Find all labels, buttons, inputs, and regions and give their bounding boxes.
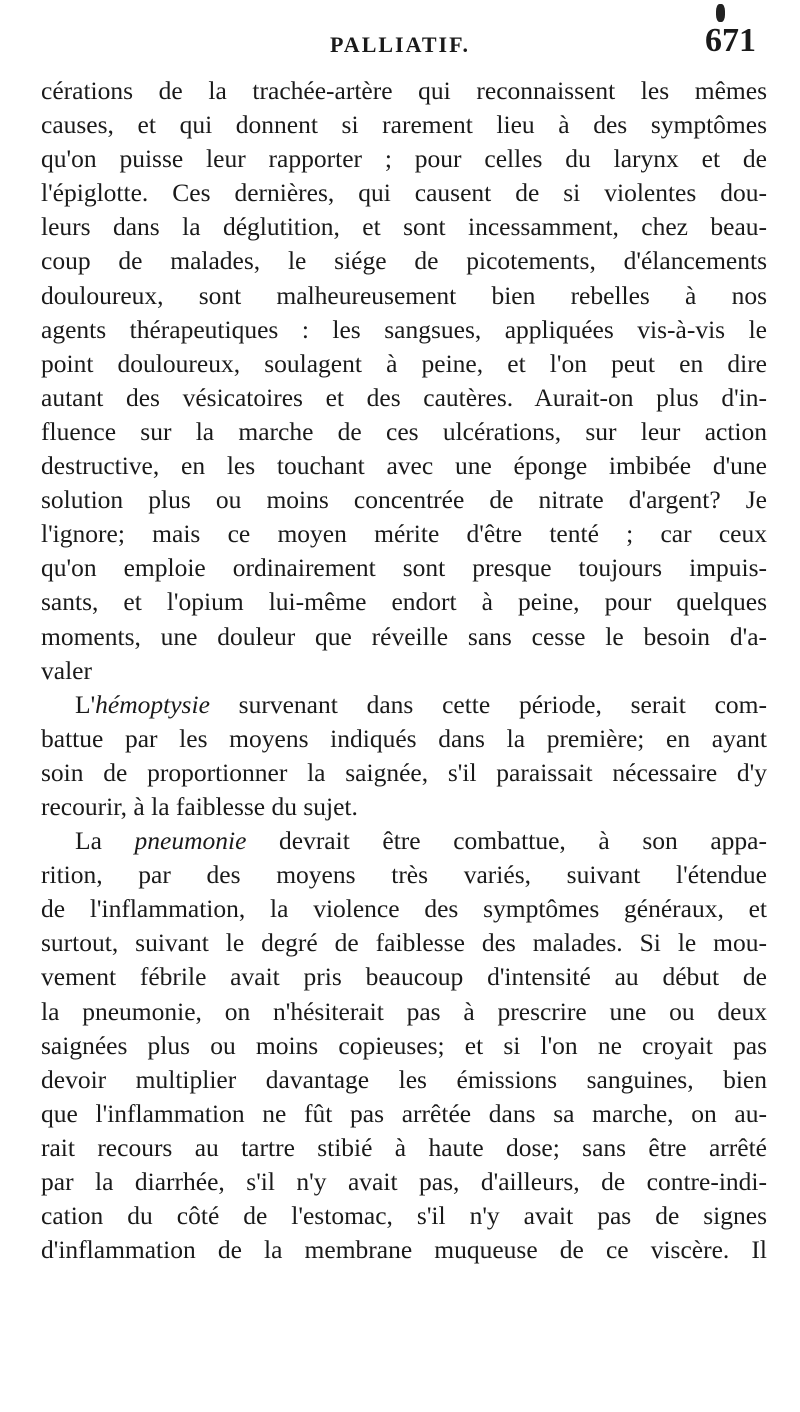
italic-term: hémoptysie — [95, 689, 210, 719]
paragraph-rest: survenant dans cette période, serait com- — [209, 689, 767, 719]
text-line: la pneumonie, on n'hésiterait pas à prescrire une ou deux — [41, 996, 767, 1026]
text-line: qu'on puisse leur rapporter ; pour celles du larynx et de — [41, 144, 767, 174]
paragraph-hemoptysie — [41, 688, 767, 824]
text-line: par la diarrhée, s'il n'y avait pas, d'ailleurs, de contre-indi- — [41, 1167, 767, 1196]
ink-speck — [716, 4, 725, 22]
paragraph-pneumonie — [41, 824, 767, 1267]
italic-term: pneumonie — [134, 826, 247, 856]
page-header — [0, 14, 800, 64]
text-line: vement fébrile avait pris beaucoup d'intensité au début de — [41, 962, 767, 992]
text-line — [41, 824, 767, 858]
paragraph-lead: La — [75, 826, 135, 856]
paragraph-lead: L' — [75, 689, 96, 719]
text-line: leurs dans la déglutition, et sont incessamment, chez beau- — [41, 212, 767, 242]
text-line: autant des vésicatoires et des cautères. Aurait-on plus d'in- — [41, 382, 767, 412]
text-line: solution plus ou moins concentrée de nitrate d'argent? Je — [41, 485, 767, 515]
text-line: rait recours au tartre stibié à haute dose; sans être arrêté — [41, 1132, 767, 1162]
text-line: saignées plus ou moins copieuses; et si l'on ne croyait pas — [41, 1030, 767, 1060]
text-line: fluence sur la marche de ces ulcérations, sur leur action — [41, 416, 767, 446]
text-line: qu'on emploie ordinairement sont presque toujours impuis- — [41, 553, 767, 583]
text-line: coup de malades, le siége de picotements, d'élancements — [41, 246, 767, 276]
body-text — [41, 74, 767, 1267]
page-number: 671 — [705, 22, 756, 59]
text-line: de l'inflammation, la violence des symptômes généraux, et — [41, 894, 767, 924]
text-line: soin de proportionner la saignée, s'il paraissait nécessaire d'y — [41, 757, 767, 787]
text-line: valer — [41, 655, 92, 685]
text-line: rition, par des moyens très variés, suivant l'étendue — [41, 860, 767, 890]
text-line: douloureux, sont malheureusement bien rebelles à nos — [41, 280, 767, 310]
text-line: point douloureux, soulagent à peine, et l'on peut en dire — [41, 348, 767, 378]
text-line: cérations de la trachée-artère qui reconnaissent les mêmes — [41, 76, 767, 105]
text-line — [41, 688, 767, 722]
text-line: agents thérapeutiques : les sangsues, appliquées vis-à-vis le — [41, 314, 767, 344]
text-line: battue par les moyens indiqués dans la première; en ayant — [41, 723, 767, 753]
running-head: PALLIATIF. — [330, 32, 471, 57]
text-line: sants, et l'opium lui-même endort à peine, pour quelques — [41, 587, 767, 617]
text-line: recourir, à la faiblesse du sujet. — [41, 791, 358, 821]
paragraph-rest: devrait être combattue, à son appa- — [246, 826, 767, 856]
text-line: destructive, en les touchant avec une éponge imbibée d'une — [41, 451, 767, 481]
text-line: causes, et qui donnent si rarement lieu à des symptômes — [41, 110, 767, 140]
text-line: l'épiglotte. Ces dernières, qui causent de si violentes dou- — [41, 178, 767, 208]
paragraph-1 — [41, 74, 767, 688]
text-line: d'inflammation de la membrane muqueuse de ce viscère. Il — [41, 1235, 767, 1265]
text-line: devoir multiplier davantage les émissions sanguines, bien — [41, 1064, 767, 1094]
text-line: que l'inflammation ne fût pas arrêtée dans sa marche, on au- — [41, 1098, 767, 1128]
text-line: moments, une douleur que réveille sans cesse le besoin d'a- — [41, 621, 767, 651]
text-line: surtout, suivant le degré de faiblesse des malades. Si le mou- — [41, 928, 767, 958]
text-line: l'ignore; mais ce moyen mérite d'être tenté ; car ceux — [41, 519, 767, 549]
text-line: cation du côté de l'estomac, s'il n'y avait pas de signes — [41, 1201, 767, 1231]
